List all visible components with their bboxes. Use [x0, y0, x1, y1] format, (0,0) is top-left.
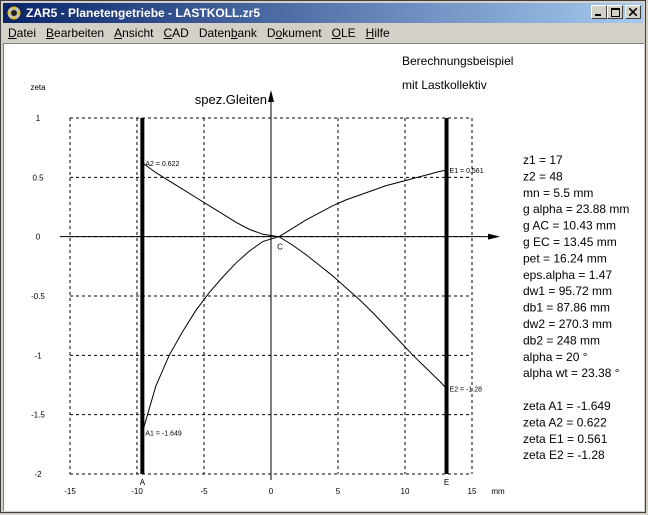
y-tick-label: -1	[34, 351, 42, 361]
zeta-value-line: zeta A1 = -1.649	[523, 399, 611, 413]
x-tick-label: -15	[64, 487, 76, 496]
marker-label-c: C	[277, 242, 283, 252]
param-line: mn = 5.5 mm	[523, 185, 594, 200]
minimize-icon	[595, 8, 603, 16]
y-tick-label: 0	[35, 232, 41, 242]
param-line: alpha = 20 °	[523, 349, 588, 364]
param-line: g AC = 10.43 mm	[523, 218, 617, 233]
y-tick-label: -2	[34, 470, 42, 479]
series-line-2	[142, 160, 446, 389]
zeta-value-line: zeta E2 = -1.28	[523, 448, 605, 463]
y-axis-label: zeta	[30, 83, 46, 92]
document-area	[3, 43, 644, 511]
menu-bar	[3, 24, 643, 42]
param-line: z2 = 48	[523, 169, 563, 184]
close-button[interactable]	[625, 5, 641, 19]
chart-title: spez.Gleiten	[194, 92, 267, 107]
document-canvas	[4, 44, 643, 510]
point-label: E1 = 0.561	[449, 168, 484, 176]
param-line: dw2 = 270.3 mm	[523, 317, 613, 331]
parameter-list	[523, 153, 629, 462]
menu-cad[interactable]: CAD	[163, 26, 189, 40]
x-tick-label: -5	[200, 487, 208, 496]
menu-bearbeiten[interactable]: Bearbeiten	[46, 26, 105, 40]
x-tick-label: 10	[400, 487, 410, 496]
x-tick-label: -10	[131, 487, 143, 496]
param-line: dw1 = 95.72 mm	[523, 284, 613, 299]
menu-datenbank[interactable]: Datenbank	[198, 26, 257, 40]
menu-ansicht[interactable]: Ansicht	[114, 26, 154, 40]
series-line-1	[142, 170, 446, 432]
x-tick-label: 15	[467, 487, 477, 496]
y-tick-label: -0.5	[31, 292, 45, 301]
y-tick-label: -1.5	[31, 410, 45, 420]
param-line: eps.alpha = 1.47	[523, 267, 613, 282]
y-axis-arrow	[268, 90, 274, 102]
param-line: z1 = 17	[523, 153, 563, 167]
minimize-button[interactable]	[591, 5, 607, 19]
x-tick-label: 5	[335, 487, 341, 496]
title-bar[interactable]	[3, 3, 643, 23]
x-tick-label: 0	[268, 487, 274, 496]
zeta-value-line: zeta A2 = 0.622	[523, 415, 607, 430]
param-line: pet = 16.24 mm	[523, 251, 607, 266]
zar5-gear-icon	[6, 5, 22, 21]
point-label: A2 = 0.622	[145, 160, 180, 168]
y-tick-label: 1	[35, 114, 41, 123]
menu-datei[interactable]: Datei	[8, 26, 37, 40]
marker-label-a: A	[139, 478, 146, 487]
close-icon	[629, 8, 637, 16]
menu-dokument[interactable]: Dokument	[266, 26, 322, 40]
marker-label-e: E	[443, 478, 450, 487]
param-line: db1 = 87.86 mm	[523, 300, 611, 315]
header-line-2: mit Lastkollektiv	[402, 78, 487, 92]
param-line: alpha wt = 23.38 °	[523, 366, 620, 381]
param-line: db2 = 248 mm	[523, 333, 601, 348]
param-line: g alpha = 23.88 mm	[523, 202, 630, 217]
param-line: g EC = 13.45 mm	[523, 235, 617, 249]
window-title: ZAR5 - Planetengetriebe - LASTKOLL.zr5	[26, 6, 261, 20]
menu-ole[interactable]: OLE	[331, 26, 356, 40]
x-axis-arrow	[488, 234, 500, 240]
point-label: E2 = -1.28	[449, 386, 483, 394]
maximize-icon	[611, 8, 620, 17]
point-label: A1 = -1.649	[145, 430, 182, 438]
menu-hilfe[interactable]: Hilfe	[365, 26, 390, 40]
y-tick-label: 0.5	[32, 173, 44, 183]
zeta-value-line: zeta E1 = 0.561	[523, 431, 608, 446]
x-axis-label: mm	[491, 487, 505, 496]
header-line-1: Berechnungsbeispiel	[402, 54, 514, 68]
chart	[30, 83, 505, 496]
maximize-button[interactable]	[607, 5, 623, 19]
